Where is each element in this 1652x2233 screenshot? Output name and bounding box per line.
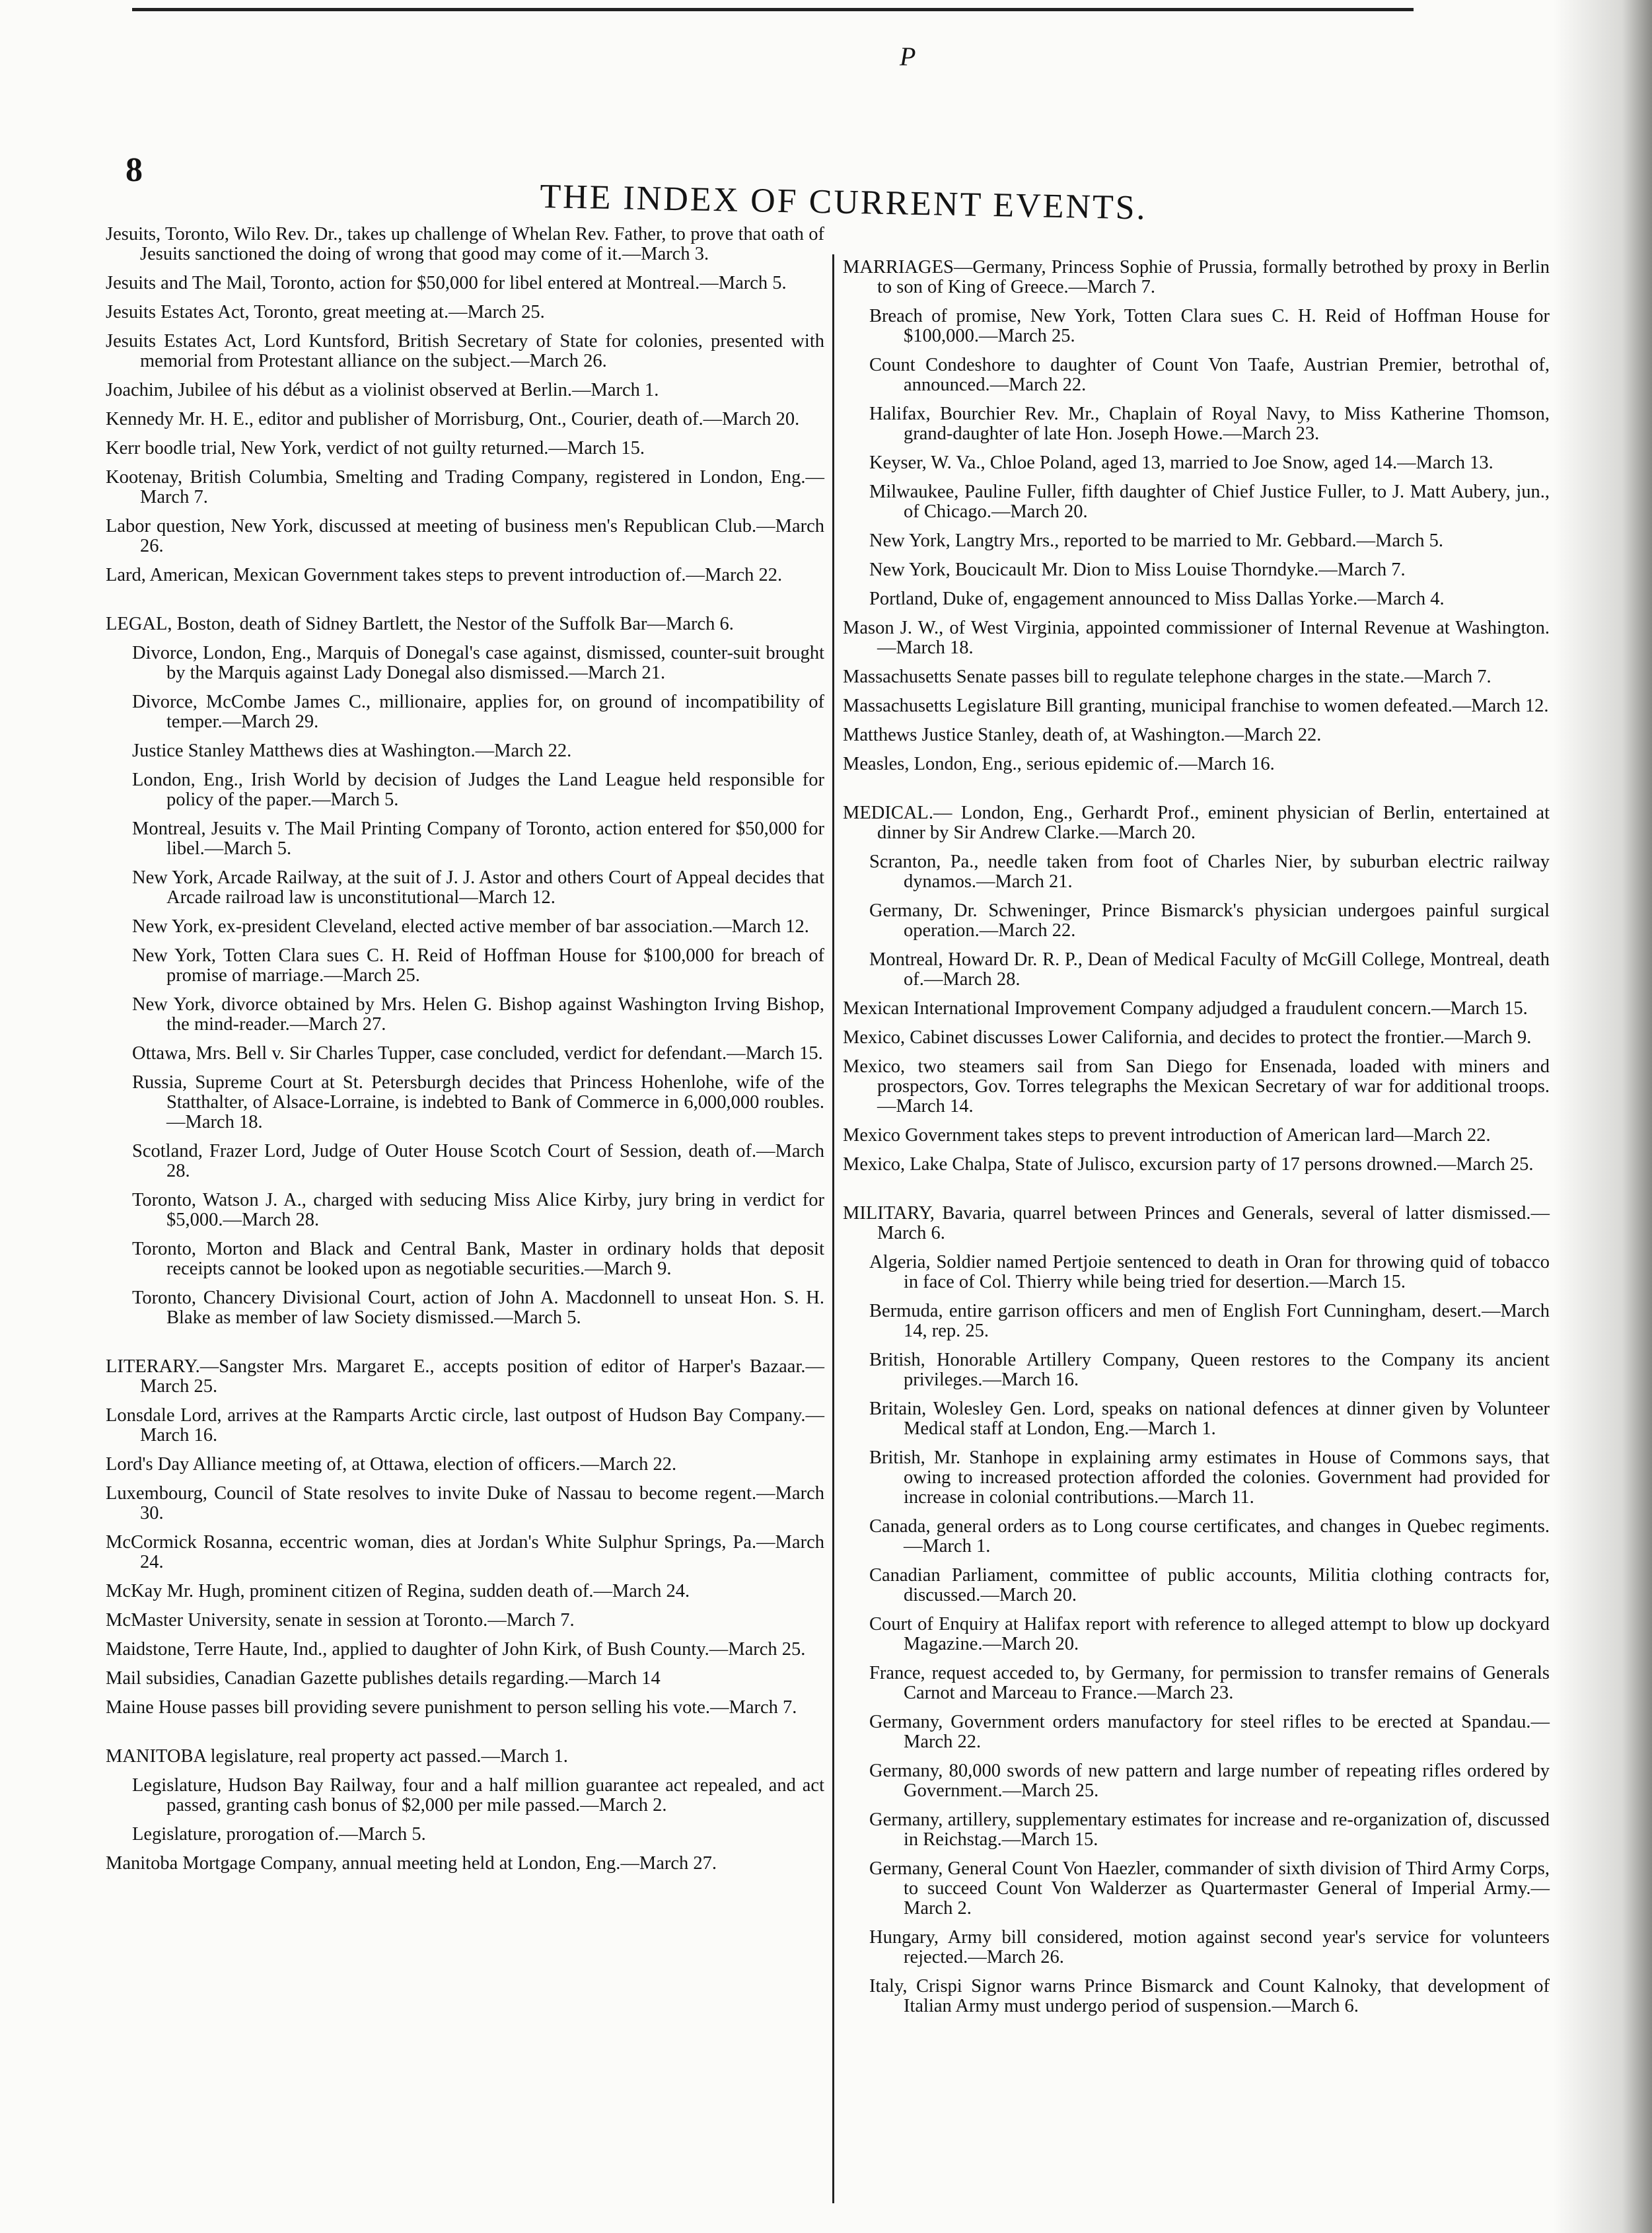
index-entry: MANITOBA legislature, real property act passed.—March 1. — [106, 1746, 568, 1767]
index-entry: Germany, General Count Von Haezler, commander of sixth division of Third Army Corps, to succeed Count Von Walderzer as Quartermaster General of Imperial Army.—March 2. — [869, 1858, 1550, 1919]
index-entry: Manitoba Mortgage Company, annual meeting held at London, Eng.—March 27. — [106, 1853, 717, 1874]
index-entry: MEDICAL.— London, Eng., Gerhardt Prof., eminent physician of Berlin, entertained at dinner by Sir Andrew Clarke.—March 20. — [843, 803, 1550, 843]
index-entry: Legislature, prorogation of.—March 5. — [132, 1824, 426, 1845]
index-entry: Kennedy Mr. H. E., editor and publisher of Morrisburg, Ont., Courier, death of.—March 20. — [106, 409, 800, 429]
index-entry: Bermuda, entire garrison officers and men of English Fort Cunningham, desert.—March 14, rep. 25. — [869, 1301, 1550, 1341]
index-entry: Canada, general orders as to Long course certificates, and changes in Quebec regiments.—March 1. — [869, 1516, 1550, 1556]
index-entry: Jesuits and The Mail, Toronto, action for $50,000 for libel entered at Montreal.—March 5. — [106, 273, 787, 293]
index-entry: New York, ex-president Cleveland, elected active member of bar association.—March 12. — [132, 916, 809, 937]
index-entry: New York, Langtry Mrs., reported to be married to Mr. Gebbard.—March 5. — [869, 531, 1444, 551]
index-entry: Lonsdale Lord, arrives at the Ramparts Arctic circle, last outpost of Hudson Bay Company.—March 16. — [106, 1405, 824, 1446]
index-entry: Massachusetts Legislature Bill granting, municipal franchise to women defeated.—March 12. — [843, 696, 1549, 716]
column-divider — [832, 254, 834, 2203]
index-entry: Mason J. W., of West Virginia, appointed commissioner of Internal Revenue at Washington.—March 18. — [843, 618, 1550, 658]
index-entry: Mexico, Cabinet discusses Lower California, and decides to protect the frontier.—March 9. — [843, 1027, 1532, 1048]
index-entry: Matthews Justice Stanley, death of, at Washington.—March 22. — [843, 725, 1322, 745]
top-rule — [132, 8, 1414, 11]
page-title: THE INDEX OF CURRENT EVENTS. — [539, 177, 1148, 227]
page-edge-shadow — [1553, 0, 1652, 2233]
index-entry: Jesuits Estates Act, Toronto, great meeting at.—March 25. — [106, 302, 545, 322]
index-entry: France, request acceded to, by Germany, for permission to transfer remains of Generals Carnot and Marceau to France.—March 23. — [869, 1663, 1550, 1703]
index-entry: New York, Totten Clara sues C. H. Reid of Hoffman House for $100,000 for breach of promise of marriage.—March 25. — [132, 945, 824, 986]
index-entry: Joachim, Jubilee of his début as a violinist observed at Berlin.—March 1. — [106, 380, 659, 400]
index-entry: Germany, 80,000 swords of new pattern and large number of repeating rifles ordered by Government.—March 25. — [869, 1761, 1550, 1801]
index-entry: Massachusetts Senate passes bill to regulate telephone charges in the state.—March 7. — [843, 667, 1491, 687]
index-entry: LEGAL, Boston, death of Sidney Bartlett, the Nestor of the Suffolk Bar—March 6. — [106, 614, 734, 634]
index-entry: Milwaukee, Pauline Fuller, fifth daughter of Chief Justice Fuller, to J. Matt Aubery, jun., of Chicago.—March 20. — [869, 482, 1550, 522]
index-entry: MILITARY, Bavaria, quarrel between Princes and Generals, several of latter dismissed.—March 6. — [843, 1203, 1550, 1243]
index-entry: Court of Enquiry at Halifax report with reference to alleged attempt to blow up dockyard Magazine.—March 20. — [869, 1614, 1550, 1654]
index-entry: Lard, American, Mexican Government takes steps to prevent introduction of.—March 22. — [106, 565, 783, 585]
index-entry: New York, divorce obtained by Mrs. Helen G. Bishop against Washington Irving Bishop, the mind-reader.—March 27. — [132, 994, 824, 1035]
index-entry: New York, Arcade Railway, at the suit of J. J. Astor and others Court of Appeal decides that Arcade railroad law is unconstitutional—March 12. — [132, 867, 824, 908]
index-entry: Halifax, Bourchier Rev. Mr., Chaplain of Royal Navy, to Miss Katherine Thomson, grand-daughter of late Hon. Joseph Howe.—March 23. — [869, 404, 1550, 444]
index-entry: Hungary, Army bill considered, motion against second year's service for volunteers rejected.—March 26. — [869, 1927, 1550, 1967]
index-entry: Count Condeshore to daughter of Count Von Taafe, Austrian Premier, betrothal of, announced.—March 22. — [869, 355, 1550, 395]
right-column — [843, 258, 1550, 2026]
index-entry: Mexico, Lake Chalpa, State of Julisco, excursion party of 17 persons drowned.—March 25. — [843, 1154, 1534, 1175]
page-number: 8 — [126, 151, 143, 189]
index-entry: Scranton, Pa., needle taken from foot of Charles Nier, by suburban electric railway dynamos.—March 21. — [869, 852, 1550, 892]
index-entry: Jesuits, Toronto, Wilo Rev. Dr., takes up challenge of Whelan Rev. Father, to prove that oath of Jesuits sanctioned the doing of wrong that good may come of it.—March 3. — [106, 224, 824, 264]
index-entry: McCormick Rosanna, eccentric woman, dies at Jordan's White Sulphur Springs, Pa.—March 24. — [106, 1532, 824, 1572]
index-entry: Luxembourg, Council of State resolves to invite Duke of Nassau to become regent.—March 30. — [106, 1483, 824, 1523]
index-entry: Algeria, Soldier named Pertjoie sentenced to death in Oran for throwing quid of tobacco in face of Col. Thierry while being tried for desertion.—March 15. — [869, 1252, 1550, 1292]
index-entry: Germany, Government orders manufactory for steel rifles to be erected at Spandau.—March 22. — [869, 1712, 1550, 1752]
index-entry: Divorce, London, Eng., Marquis of Donegal's case against, dismissed, counter-suit brought by the Marquis against Lady Donegal also dismissed.—March 21. — [132, 643, 824, 683]
index-entry: New York, Boucicault Mr. Dion to Miss Louise Thorndyke.—March 7. — [869, 560, 1406, 580]
index-entry: Mexico Government takes steps to prevent introduction of American lard—March 22. — [843, 1125, 1491, 1146]
top-mark: P — [900, 42, 916, 71]
index-entry: Measles, London, Eng., serious epidemic of.—March 16. — [843, 754, 1275, 774]
index-entry: Toronto, Watson J. A., charged with seducing Miss Alice Kirby, jury bring in verdict for $5,000.—March 28. — [132, 1190, 824, 1230]
index-entry: McMaster University, senate in session at Toronto.—March 7. — [106, 1610, 575, 1630]
index-entry: MARRIAGES—Germany, Princess Sophie of Prussia, formally betrothed by proxy in Berlin to son of King of Greece.—March 7. — [843, 257, 1550, 297]
index-entry: Kerr boodle trial, New York, verdict of not guilty returned.—March 15. — [106, 438, 645, 458]
index-entry: Mexico, two steamers sail from San Diego for Ensenada, loaded with miners and prospectors, Gov. Torres telegraphs the Mexican Secretary of war for additional troops.—March 14. — [843, 1056, 1550, 1116]
index-entry: Germany, Dr. Schweninger, Prince Bismarck's physician undergoes painful surgical operation.—March 22. — [869, 900, 1550, 941]
index-entry: LITERARY.—Sangster Mrs. Margaret E., accepts position of editor of Harper's Bazaar.—March 25. — [106, 1356, 824, 1397]
index-entry: Portland, Duke of, engagement announced to Miss Dallas Yorke.—March 4. — [869, 589, 1445, 609]
index-entry: Divorce, McCombe James C., millionaire, applies for, on ground of incompatibility of temper.—March 29. — [132, 692, 824, 732]
index-entry: Britain, Wolesley Gen. Lord, speaks on national defences at dinner given by Volunteer Medical staff at London, Eng.—March 1. — [869, 1399, 1550, 1439]
index-entry: Keyser, W. Va., Chloe Poland, aged 13, married to Joe Snow, aged 14.—March 13. — [869, 453, 1493, 473]
index-entry: British, Honorable Artillery Company, Queen restores to the Company its ancient privileges.—March 16. — [869, 1350, 1550, 1390]
index-entry: British, Mr. Stanhope in explaining army estimates in House of Commons says, that owing to increased protection afforded the colonies. Government had provided for increase in colonial contributions.—March 11. — [869, 1447, 1550, 1508]
index-entry: Russia, Supreme Court at St. Petersburgh decides that Princess Hohenlohe, wife of the Statthalter, of Alsace-Lorraine, is indebted to Bank of Commerce in 6,000,000 roubles.—March 18. — [132, 1072, 824, 1132]
index-entry: Toronto, Morton and Black and Central Bank, Master in ordinary holds that deposit receipts cannot be looked upon as negotiable securities.—March 9. — [132, 1239, 824, 1279]
index-entry: Justice Stanley Matthews dies at Washington.—March 22. — [132, 741, 572, 761]
index-entry: Ottawa, Mrs. Bell v. Sir Charles Tupper, case concluded, verdict for defendant.—March 15. — [132, 1043, 823, 1064]
index-entry: Kootenay, British Columbia, Smelting and Trading Company, registered in London, Eng.—March 7. — [106, 467, 824, 507]
index-entry: Toronto, Chancery Divisional Court, action of John A. Macdonnell to unseat Hon. S. H. Blake as member of law Society dismissed.—March 5. — [132, 1288, 824, 1328]
index-entry: Maine House passes bill providing severe punishment to person selling his vote.—March 7. — [106, 1697, 797, 1718]
index-entry: Legislature, Hudson Bay Railway, four and a half million guarantee act repealed, and act passed, granting cash bonus of $2,000 per mile passed.—March 2. — [132, 1775, 824, 1815]
index-entry: Mail subsidies, Canadian Gazette publishes details regarding.—March 14 — [106, 1668, 661, 1689]
index-entry: Labor question, New York, discussed at meeting of business men's Republican Club.—March 26. — [106, 516, 824, 556]
index-entry: Italy, Crispi Signor warns Prince Bismarck and Count Kalnoky, that development of Italian Army must undergo period of suspension.—March 6. — [869, 1976, 1550, 2016]
index-entry: Maidstone, Terre Haute, Ind., applied to daughter of John Kirk, of Bush County.—March 25. — [106, 1639, 806, 1660]
index-entry: Lord's Day Alliance meeting of, at Ottawa, election of officers.—March 22. — [106, 1454, 677, 1475]
index-entry: Montreal, Howard Dr. R. P., Dean of Medical Faculty of McGill College, Montreal, death of.—March 28. — [869, 949, 1550, 990]
index-entry: McKay Mr. Hugh, prominent citizen of Regina, sudden death of.—March 24. — [106, 1581, 690, 1601]
index-entry: Canadian Parliament, committee of public accounts, Militia clothing contracts for, discussed.—March 20. — [869, 1565, 1550, 1605]
index-entry: Scotland, Frazer Lord, Judge of Outer House Scotch Court of Session, death of.—March 28. — [132, 1141, 824, 1181]
index-entry: Germany, artillery, supplementary estimates for increase and re-organization of, discussed in Reichstag.—March 15. — [869, 1810, 1550, 1850]
index-entry: London, Eng., Irish World by decision of Judges the Land League held responsible for policy of the paper.—March 5. — [132, 770, 824, 810]
index-entry: Montreal, Jesuits v. The Mail Printing Company of Toronto, action entered for $50,000 for libel.—March 5. — [132, 819, 824, 859]
left-column — [106, 225, 824, 1883]
index-entry: Breach of promise, New York, Totten Clara sues C. H. Reid of Hoffman House for $100,000.—March 25. — [869, 306, 1550, 346]
index-entry: Mexican International Improvement Company adjudged a fraudulent concern.—March 15. — [843, 998, 1528, 1019]
index-entry: Jesuits Estates Act, Lord Kuntsford, British Secretary of State for colonies, presented with memorial from Protestant alliance on the subject.—March 26. — [106, 331, 824, 371]
